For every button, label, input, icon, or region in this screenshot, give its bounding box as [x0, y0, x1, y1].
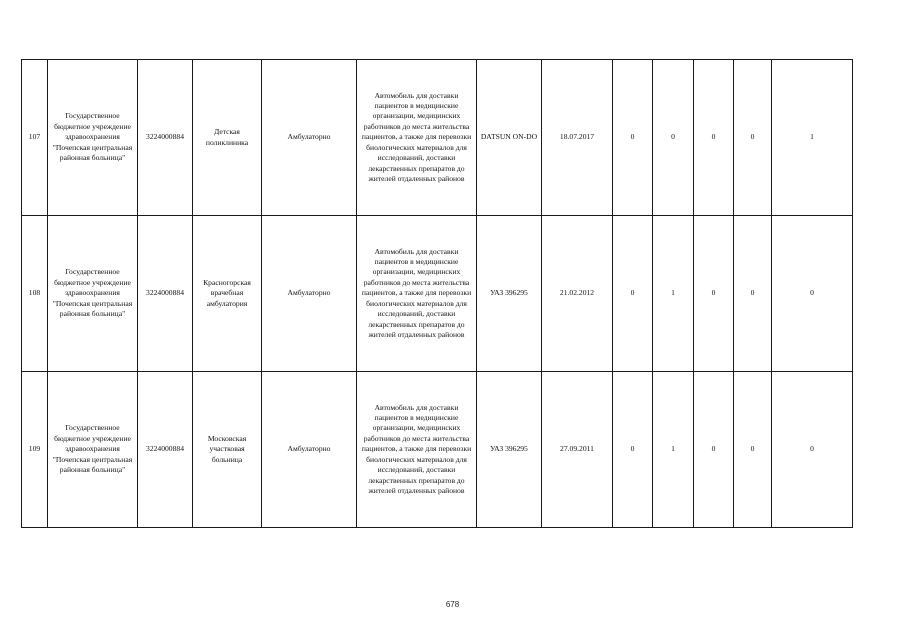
care-type: Амбулаторно	[262, 372, 357, 528]
page-number: 678	[445, 600, 460, 609]
vehicle-registry-table	[21, 59, 853, 528]
count-cell-1: 0	[613, 372, 653, 528]
registration-date: 18.07.2017	[542, 60, 613, 216]
table-body	[22, 60, 853, 528]
count-cell-1: 0	[613, 216, 653, 372]
organization-name: Государственное бюджетное учреждение здравоохранения "Почепская центральная районная больница"	[48, 60, 138, 216]
inn-value: 3224000884	[138, 372, 193, 528]
count-cell-4: 0	[734, 60, 772, 216]
vehicle-purpose: Автомобиль для доставки пациентов в медицинские организации, медицинских работников до места жительства пациентов, а также для перевозки биологических материалов для исследований, доставки лекарственных препаратов до жителей отдаленных районов	[357, 372, 477, 528]
organization-name: Государственное бюджетное учреждение здравоохранения "Почепская центральная районная больница"	[48, 372, 138, 528]
registration-date: 27.09.2011	[542, 372, 613, 528]
inn-value: 3224000884	[138, 216, 193, 372]
count-cell-5: 1	[772, 60, 853, 216]
count-cell-2: 0	[653, 60, 694, 216]
count-cell-2: 1	[653, 216, 694, 372]
count-cell-5: 0	[772, 216, 853, 372]
vehicle-model: УАЗ 396295	[477, 372, 542, 528]
vehicle-purpose: Автомобиль для доставки пациентов в медицинские организации, медицинских работников до места жительства пациентов, а также для перевозки биологических материалов для исследований, доставки лекарственных препаратов до жителей отдаленных районов	[357, 216, 477, 372]
row-number: 109	[22, 372, 48, 528]
count-cell-3: 0	[694, 372, 734, 528]
count-cell-5: 0	[772, 372, 853, 528]
care-type: Амбулаторно	[262, 60, 357, 216]
registration-date: 21.02.2012	[542, 216, 613, 372]
row-number: 107	[22, 60, 48, 216]
table-row	[22, 60, 853, 216]
vehicle-model: УАЗ 396295	[477, 216, 542, 372]
table-row	[22, 372, 853, 528]
inn-value: 3224000884	[138, 60, 193, 216]
subdivision-name: Детская поликлиника	[193, 60, 262, 216]
table-row	[22, 216, 853, 372]
subdivision-name: Красногорская врачебная амбулатория	[193, 216, 262, 372]
vehicle-purpose: Автомобиль для доставки пациентов в медицинские организации, медицинских работников до места жительства пациентов, а также для перевозки биологических материалов для исследований, доставки лекарственных препаратов до жителей отдаленных районов	[357, 60, 477, 216]
count-cell-3: 0	[694, 60, 734, 216]
count-cell-4: 0	[734, 216, 772, 372]
count-cell-3: 0	[694, 216, 734, 372]
count-cell-4: 0	[734, 372, 772, 528]
count-cell-1: 0	[613, 60, 653, 216]
count-cell-2: 1	[653, 372, 694, 528]
care-type: Амбулаторно	[262, 216, 357, 372]
subdivision-name: Московская участковая больница	[193, 372, 262, 528]
organization-name: Государственное бюджетное учреждение здравоохранения "Почепская центральная районная больница"	[48, 216, 138, 372]
vehicle-model: DATSUN ON-DO	[477, 60, 542, 216]
row-number: 108	[22, 216, 48, 372]
